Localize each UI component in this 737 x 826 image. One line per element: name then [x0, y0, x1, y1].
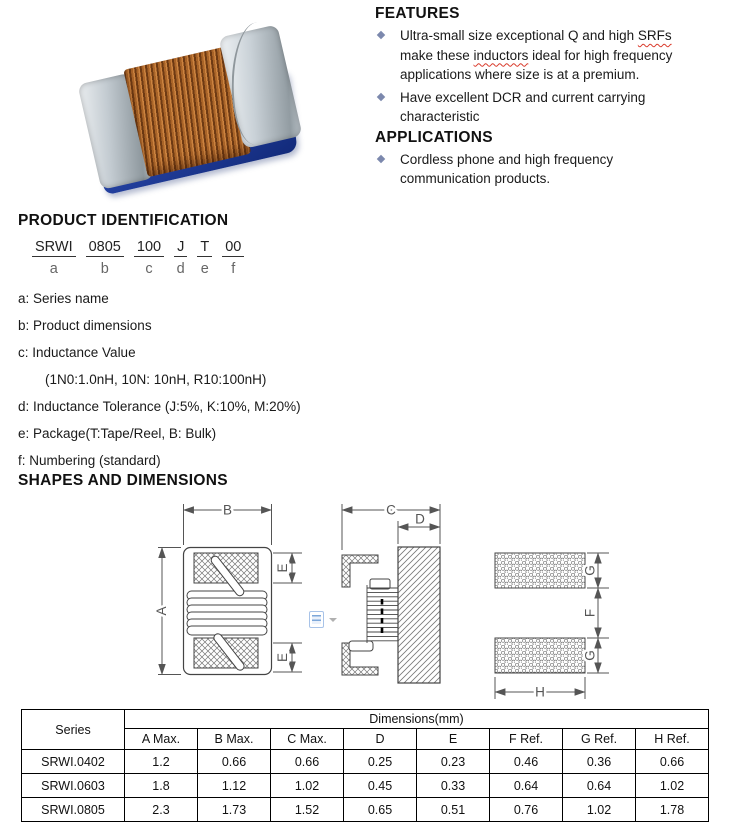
- series-cell: SRWI.0805: [22, 798, 125, 822]
- value-cell: 0.66: [198, 750, 271, 774]
- bullet-text-line: Cordless phone and high frequency: [400, 151, 614, 167]
- dim-label-G-top: G: [582, 565, 598, 576]
- chevron-down-icon: [329, 618, 337, 622]
- dim-label-A: A: [154, 606, 169, 616]
- value-cell: 1.2: [125, 750, 198, 774]
- dimensions-group-header-cell: Dimensions(mm): [125, 710, 709, 729]
- value-cell: 0.45: [344, 774, 417, 798]
- legend-line: c: Inductance Value: [18, 345, 136, 360]
- product-identification-section: [18, 212, 378, 474]
- diamond-bullet-icon: [378, 150, 400, 189]
- bullet-item: [378, 150, 705, 189]
- part-code-segment: [32, 239, 76, 277]
- value-cell: 0.25: [344, 750, 417, 774]
- dim-label-E-top: E: [275, 563, 290, 573]
- value-cell: 0.66: [271, 750, 344, 774]
- value-cell: 0.46: [490, 750, 563, 774]
- series-header-cell: Series: [22, 710, 125, 750]
- side-view-drawing: [342, 503, 440, 684]
- bullet-text-line: characteristic: [400, 109, 480, 124]
- table-row: [22, 750, 709, 774]
- column-header-cell: B Max.: [198, 729, 271, 750]
- product-identification-heading: PRODUCT IDENTIFICATION: [18, 212, 229, 229]
- land-pattern-drawing: [495, 553, 609, 700]
- series-cell: SRWI.0603: [22, 774, 125, 798]
- part-code-segment: [134, 239, 164, 277]
- inductor-wire-lead: [231, 22, 281, 145]
- value-cell: 0.33: [417, 774, 490, 798]
- dim-label-C: C: [386, 502, 396, 518]
- applications-list: [375, 150, 705, 189]
- legend-line: f: Numbering (standard): [18, 453, 161, 468]
- value-cell: 1.12: [198, 774, 271, 798]
- legend-line: b: Product dimensions: [18, 318, 152, 333]
- part-code-letter: b: [100, 261, 109, 277]
- value-cell: 1.02: [563, 798, 636, 822]
- dim-label-B: B: [222, 502, 233, 518]
- legend-line: (1N0:1.0nH, 10N: 10nH, R10:100nH): [45, 372, 267, 387]
- value-cell: 0.65: [344, 798, 417, 822]
- dim-label-G-bottom: G: [582, 650, 598, 661]
- legend-line: d: Inductance Tolerance (J:5%, K:10%, M:20%): [18, 399, 301, 414]
- table-row: [22, 798, 709, 822]
- value-cell: 1.52: [271, 798, 344, 822]
- value-cell: 0.76: [490, 798, 563, 822]
- value-cell: 1.73: [198, 798, 271, 822]
- applications-heading: APPLICATIONS: [375, 128, 493, 146]
- part-code-text: 0805: [86, 239, 124, 257]
- value-cell: 1.8: [125, 774, 198, 798]
- part-code-text: T: [197, 239, 212, 257]
- part-code-segment: [86, 239, 124, 277]
- column-header-cell: D: [344, 729, 417, 750]
- column-header-cell: G Ref.: [563, 729, 636, 750]
- column-header-cell: F Ref.: [490, 729, 563, 750]
- column-header-cell: A Max.: [125, 729, 198, 750]
- part-code-segment: [174, 239, 187, 277]
- paste-options-icon[interactable]: [309, 611, 337, 628]
- legend-line: e: Package(T:Tape/Reel, B: Bulk): [18, 426, 217, 441]
- part-code-letter: a: [49, 261, 58, 277]
- part-code-letter: d: [176, 261, 185, 277]
- bullet-text-line: make these inductors ideal for high frequency: [400, 47, 673, 63]
- part-code-text: 00: [222, 239, 244, 257]
- features-list: [375, 26, 705, 127]
- part-code-letter: e: [200, 261, 209, 277]
- value-cell: 0.64: [490, 774, 563, 798]
- part-code-segment: [197, 239, 212, 277]
- legend-line: a: Series name: [18, 291, 109, 306]
- shapes-heading: SHAPES AND DIMENSIONS: [18, 472, 228, 489]
- series-cell: SRWI.0402: [22, 750, 125, 774]
- table-row: [22, 774, 709, 798]
- part-code-text: SRWI: [32, 239, 76, 257]
- clipboard-icon: [309, 611, 324, 628]
- dim-label-H: H: [535, 684, 545, 700]
- front-view-drawing: [154, 503, 302, 675]
- part-code-text: J: [174, 239, 187, 257]
- inductor-image: [69, 4, 330, 214]
- column-header-cell: C Max.: [271, 729, 344, 750]
- column-header-cell: H Ref.: [636, 729, 709, 750]
- value-cell: 0.64: [563, 774, 636, 798]
- dimensions-table: [21, 709, 709, 822]
- bullet-text-line: applications where size is at a premium.: [400, 67, 640, 82]
- bullet-text-line: communication products.: [400, 171, 551, 186]
- value-cell: 2.3: [125, 798, 198, 822]
- bullet-item: [378, 88, 705, 127]
- part-number-breakdown: [32, 239, 378, 277]
- diamond-bullet-icon: [378, 26, 400, 85]
- bullet-item: [378, 26, 705, 85]
- value-cell: 0.36: [563, 750, 636, 774]
- dim-label-D: D: [415, 511, 425, 527]
- bullet-text-line: Have excellent DCR and current carrying: [400, 89, 646, 105]
- column-header-cell: E: [417, 729, 490, 750]
- value-cell: 0.23: [417, 750, 490, 774]
- dim-label-E-bottom: E: [275, 652, 290, 663]
- product-photo: [70, 10, 328, 202]
- value-cell: 0.51: [417, 798, 490, 822]
- features-heading: FEATURES: [375, 5, 460, 22]
- dim-label-F: F: [582, 608, 598, 618]
- value-cell: 1.02: [271, 774, 344, 798]
- part-code-letter: c: [145, 261, 153, 277]
- value-cell: 1.78: [636, 798, 709, 822]
- part-code-segment: [222, 239, 244, 277]
- part-number-legend: [18, 285, 378, 474]
- value-cell: 1.02: [636, 774, 709, 798]
- dimension-drawings: [130, 495, 730, 707]
- features-column: [375, 5, 705, 191]
- part-code-letter: f: [231, 261, 236, 277]
- value-cell: 0.66: [636, 750, 709, 774]
- part-code-text: 100: [134, 239, 164, 257]
- diamond-bullet-icon: [378, 88, 400, 127]
- bullet-text-line: Ultra-small size exceptional Q and high SRFs: [400, 28, 672, 43]
